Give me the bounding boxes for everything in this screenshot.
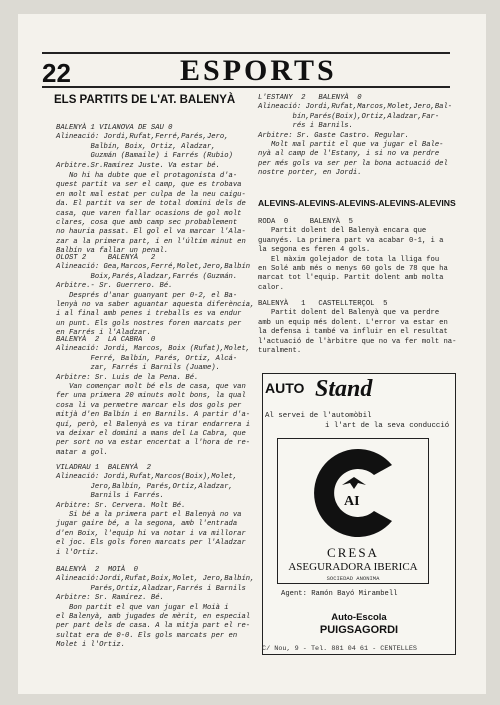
ad-address: C/ Nou, 9 - Tel. 881 04 61 - CENTELLES — [262, 645, 417, 653]
cresa-c-logo-icon — [304, 443, 404, 543]
agent-name: Agent: Ramón Bayó Mirambell — [281, 590, 398, 598]
alevins-report-castellterçol: BALENYÀ 1 CASTELLTERÇOL 5 Partit dolent del Balenyà que va perdre amb un equip més dolent. L'error va estar en la defensa i també va influir en el resultat l'actuació de l'àrbitre que no va fer molt na- turalment. — [258, 300, 457, 356]
driving-school-name: PUIGSAGORDI — [319, 624, 399, 636]
match-report-viladrau: VILADRAU 1 BALENYÀ 2 Alineació: Jordi,Rufat,Marcos(Boix),Molet, Jero,Balbín, Parés,Ortiz,Aladzar, Barnils i Farrés. Arbitre: Sr. Cervera. Molt Bé. Si bé a la primera part el Balenyà no va jugar gaire bé, a la segona, amb l'entrada d'en Boix, l'equip hi va notar i va millorar el joc. Els gols foren marcats per l'Aladzar i l'Ortiz. — [56, 464, 246, 557]
match-report-balenya-vilanova: BALENYÀ 1 VILANOVA DE SAU 0 Alineació: Jordi,Rufat,Ferré,Parés,Jero, Balbín, Boix, Ortiz, Aladzar, Guzmán (Bamaile) i Farrés (Rubio) Arbitre.Sr.Ramírez Juste. Va estar bé. — [56, 124, 233, 170]
match-report-text-1: No hi ha dubte que el protagonista d'a- quest partit va ser el camp, que es trobava en molt mal estat per culpa de la neu caigu- da. El partit va ser de total domini dels de casa, que varen fallar ocasions de gol molt clares, cosa que amb camp sec probablement no hauria passat. El gol el va marcar l'Ala- zar a la primera part, i en l'últim minut en Balbín va fallar un penal. — [56, 172, 246, 256]
insurer-sa: SOCIEDAD ANONIMA — [326, 575, 380, 582]
advertisement — [262, 373, 456, 655]
ad-auto-label: AUTO — [265, 380, 305, 396]
insurer-name: ASEGURADORA IBERICA — [288, 561, 418, 573]
match-report-estany: L'ESTANY 2 BALENYÀ 0 Alineació: Jordi,Rufat,Marcos,Molet,Jero,Bal- bín,Parés(Boix),Ortiz,Aladzar,Far- rés i Barnils. Arbitre: Sr. Gaste Castro. Regular. Molt mal partit el que va jugar el Bale- nyà al camp de l'Estany, i si no va perdre per més gols va ser per la bona actuació del nostre porter, en Jordi. — [258, 94, 453, 178]
page-number: 22 — [42, 58, 71, 88]
article-title: ELS PARTITS DE L'AT. BALENYÀ — [54, 94, 236, 106]
alevins-heading: ALEVINS-ALEVINS-ALEVINS-ALEVINS-ALEVINS — [258, 198, 456, 208]
cresa-name: CRESA — [327, 545, 379, 560]
alevins-report-roda: RODA 0 BALENYÀ 5 Partit dolent del Balenyà encara que guanyés. La primera part va acabar 0-1, i a la segona es feren 4 gols. El màxim golejador de tota la lliga fou en Solé amb més o menys 60 gols de 78 que ha marcat tot l'equip. Partit dolent amb molta calor. — [258, 218, 448, 292]
match-report-la-cabra: BALENYÀ 2 LA CABRA 0 Alineació: Jordi, Marcos, Boix (Rufat),Molet, Ferré, Balbín, Parés, Ortiz, Alcá- zar, Farrés i Barnils (Juame). Arbitre: Sr. Luis de la Pena. Bé. Van començar molt bé els de casa, que van fer una primera 20 minuts molt bons, la qual cosa li va permetre marcar els dos gols per mitjà d'en Balbín i en Barnils. A partir d'a- quí, però, el Balenyà es va tirar endarrera i va deixar el domini a mans del La Cabra, que per sort no va estar encertat a l'hora de re- matar a gol. — [56, 336, 251, 457]
cresa-logo-letters: AI — [344, 494, 360, 509]
ad-brand-stand: Stand — [315, 376, 373, 402]
ad-tagline-2: i l'art de la seva conducció — [325, 422, 450, 430]
ad-tagline-1: Al servei de l'automòbil — [265, 412, 372, 420]
section-title: ESPORTS — [180, 54, 337, 87]
match-report-olost: OLOST 2 BALENYÀ 2 Alineació: Gea,Marcos,Ferré,Molet,Jero,Balbín Boix,Parés,Aladzar,Farrés (Guzmán. Arbitre.- Sr. Guerrero. Bé. Després d'anar guanyant per 0-2, el Ba- lenyà no va saber aguantar aquesta diferència, i al final amb penes i treballs es va endur un punt. Els gols nostres foren marcats per en Farrés i l'Aladzar. — [56, 254, 255, 338]
match-report-moia: BALENYÀ 2 MOIÀ 0 Alineació:Jordi,Rufat,Boix,Molet, Jero,Balbín, Parés,Ortiz,Aladzar,Farrés i Barnils Arbitre: Sr. Ramírez. Bé. Bon partit el que van jugar el Moià i el Balenyà, amb jugades de mèrit, en especial per part dels de casa. A la mitja part el re- sultat era de 0-0. Els gols marcats per en Molet i l'Ortiz. — [56, 566, 255, 650]
cresa-logo-box — [277, 438, 429, 584]
driving-school-label: Auto-Escola — [331, 612, 387, 623]
